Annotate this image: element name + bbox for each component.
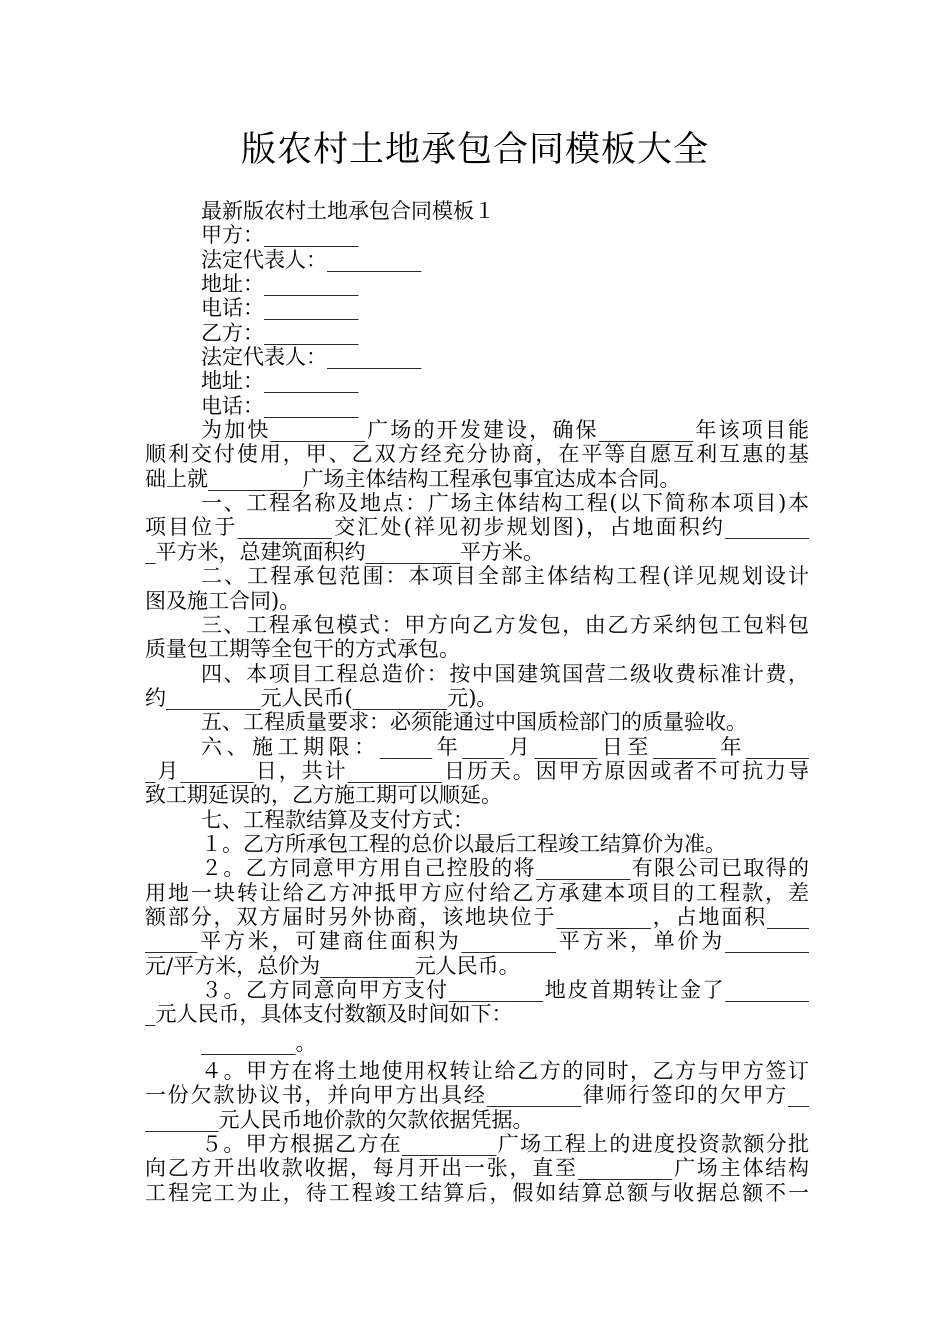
document-line: 电话：_________ [201,393,359,418]
document-line: 约_________元人民币(_________元)。 [145,685,498,710]
document-line: 法定代表人：_________ [201,345,422,370]
document-line: 四、本项目工程总造价：按中国建筑国营二级收费标准计费， [201,661,809,686]
document-title: 版农村土地承包合同模板大全 [240,130,709,170]
document-line: 致工期延误的，乙方施工期可以顺延。 [145,783,502,808]
document-line: _元人民币，具体支付数额及时间如下： [145,1002,513,1027]
document-line: 二、工程承包范围：本项目全部主体结构工程(详见规划设计 [201,564,809,589]
document-line: 项目位于_________交汇处(祥见初步规划图)，占地面积约________ [145,515,809,540]
document-line: 为加快_________广场的开发建设，确保_________年该项目能 [201,418,809,443]
document-line: _______元人民币地价款的欠款依据凭据。 [145,1107,534,1132]
document-line: ３。乙方同意向甲方支付_________地皮首期转让金了________ [201,978,809,1002]
document-line: 六、施工期限：_____年____月______日至______年______ [201,734,809,759]
document-line: 础上就_________广场主体结构工程承包事宜达成本合同。 [145,466,681,491]
document-line: _________。 [201,1030,317,1055]
document-line: 图及施工合同)。 [145,588,301,613]
document-line: 一、工程名称及地点：广场主体结构工程(以下简称本项目)本 [201,491,809,516]
document-line: 一份欠款协议书，并向甲方出具经_________律师行签印的欠甲方__ [145,1083,809,1108]
document-line: 法定代表人：_________ [201,247,422,272]
document-line: _平方米，总建筑面积约_________平方米。 [145,539,544,564]
document-line: _____平方米，可建商住面积为_________平方米，单价为________ [145,929,809,954]
document-line: ４。甲方在将土地使用权转让给乙方的同时，乙方与甲方签订 [201,1059,809,1084]
document-line: 质量包工期等全包干的方式承包。 [145,637,460,662]
document-body [145,199,809,1205]
document-line: _月_______日，共计_________日历天。因甲方原因或者不可抗力导 [145,758,809,783]
document-line: 三、工程承包模式：甲方向乙方发包，由乙方采纳包工包料包 [201,612,809,637]
document-line: 额部分，双方届时另外协商，该地块位于_________，占地面积____ [145,904,809,929]
document-line: 乙方：_________ [201,320,359,345]
document-line: 地址：_________ [201,272,359,297]
document-line: ２。乙方同意甲方用自己控股的将_________有限公司已取得的 [201,856,809,881]
document-line: 五、工程质量要求：必须能通过中国质检部门的质量验收。 [201,710,747,735]
document-line: 电话：_________ [201,296,359,321]
document-line: 甲方：_________ [201,223,359,248]
document-line: ５。甲方根据乙方在_________广场工程上的进度投资款额分批 [201,1132,809,1157]
document-line: 元/平方米，总价为_________元人民币。 [145,953,520,978]
document-line: 用地一块转让给乙方冲抵甲方应付给乙方承建本项目的工程款，差 [145,880,809,905]
document-line: 向乙方开出收款收据，每月开出一张，直至_________广场主体结构 [145,1156,809,1181]
document-line: 最新版农村土地承包合同模板１ [201,199,495,223]
document-line: 顺利交付使用，甲、乙双方经充分协商，在平等自愿互利互惠的基 [145,442,809,467]
document-line: 工程完工为止，待工程竣工结算后，假如结算总额与收据总额不一 [145,1180,809,1205]
document-line: 地址：_________ [201,369,359,394]
document-line: 七、工程款结算及支付方式： [201,807,474,832]
document-line: １。乙方所承包工程的总价以最后工程竣工结算价为准。 [201,831,726,856]
